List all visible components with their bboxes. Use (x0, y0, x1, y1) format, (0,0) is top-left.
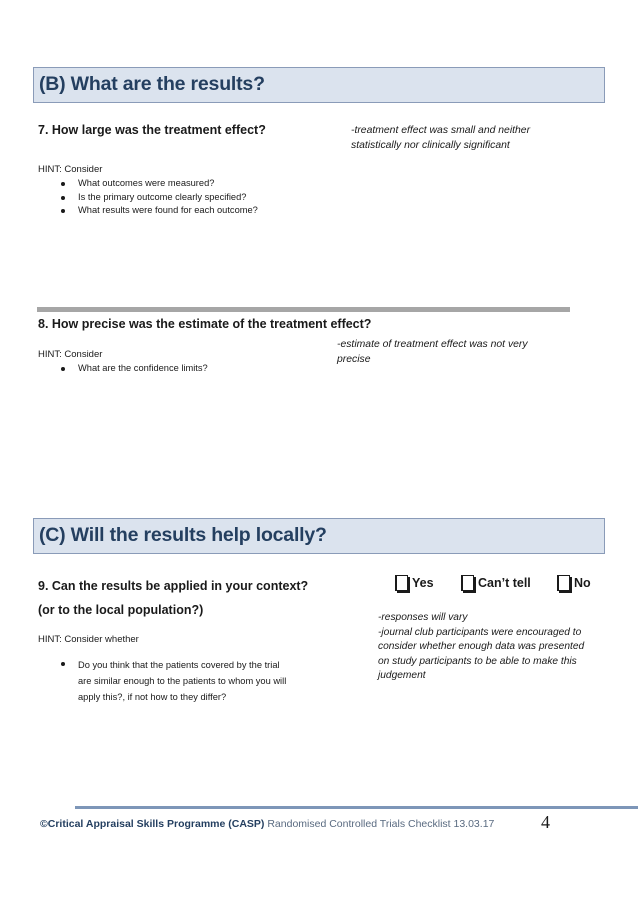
answer-9 (378, 611, 618, 684)
answer-7-line-2: statistically nor clinically significant (351, 140, 510, 151)
hint-8: HINT: Consider (38, 349, 103, 360)
option-no[interactable] (557, 575, 591, 591)
hint-9-item (38, 657, 348, 705)
question-9: 9. Can the results be applied in your context? (38, 579, 309, 593)
yes-label: Yes (412, 576, 434, 590)
hint-9: HINT: Consider whether (38, 634, 139, 645)
answer-9-line: -responses will vary (378, 612, 468, 623)
answer-8-line-1: -estimate of treatment effect was not very (337, 339, 528, 350)
hint-7-item: What results were found for each outcome? (38, 204, 338, 218)
section-c-title: (C) Will the results help locally? (39, 524, 327, 546)
hint-9-line-3: apply this?, if not how to they differ? (78, 692, 227, 702)
question-8: 8. How precise was the estimate of the treatment effect? (38, 317, 372, 331)
no-checkbox[interactable] (557, 575, 570, 591)
footer-copyright: ©Critical Appraisal Skills Programme (CASP) (40, 818, 265, 830)
answer-7 (351, 123, 581, 153)
hint-9-line-1: Do you think that the patients covered by the trial (78, 660, 280, 670)
footer-document-title: Randomised Controlled Trials Checklist 13.03.17 (264, 818, 495, 830)
cant-tell-label: Can’t tell (478, 576, 531, 590)
option-yes[interactable] (395, 575, 434, 591)
hint-8-item: What are the confidence limits? (38, 362, 338, 376)
cant-tell-checkbox[interactable] (461, 575, 474, 591)
section-c-header (33, 518, 605, 554)
answer-9-line: consider whether enough data was presented (378, 641, 585, 652)
footer-rule (75, 806, 638, 809)
section-b-title: (B) What are the results? (39, 73, 265, 95)
hint-9-list (38, 657, 348, 705)
question-9-subtitle: (or to the local population?) (38, 603, 204, 617)
answer-8-line-2: precise (337, 354, 371, 365)
footer-text (40, 818, 494, 830)
question-7: 7. How large was the treatment effect? (38, 123, 266, 137)
answer-9-line: -journal club participants were encouraged to (378, 626, 582, 638)
answer-8 (337, 337, 577, 367)
answer-9-line: on study participants to be able to make this (378, 655, 577, 667)
option-cant-tell[interactable] (461, 575, 531, 591)
yes-checkbox[interactable] (395, 575, 408, 591)
page-number: 4 (541, 812, 550, 832)
answer-7-line-1: -treatment effect was small and neither (351, 125, 531, 136)
no-label: No (574, 576, 591, 590)
hint-9-line-2: are similar enough to the patients to whom you will (78, 676, 287, 686)
hint-7: HINT: Consider (38, 164, 103, 175)
hint-7-list (38, 177, 338, 218)
hint-7-item: Is the primary outcome clearly specified? (38, 191, 338, 205)
answer-9-line: judgement (378, 670, 426, 681)
hint-7-item: What outcomes were measured? (38, 177, 338, 191)
section-divider (37, 307, 570, 312)
section-b-header (33, 67, 605, 103)
hint-8-list (38, 362, 338, 376)
